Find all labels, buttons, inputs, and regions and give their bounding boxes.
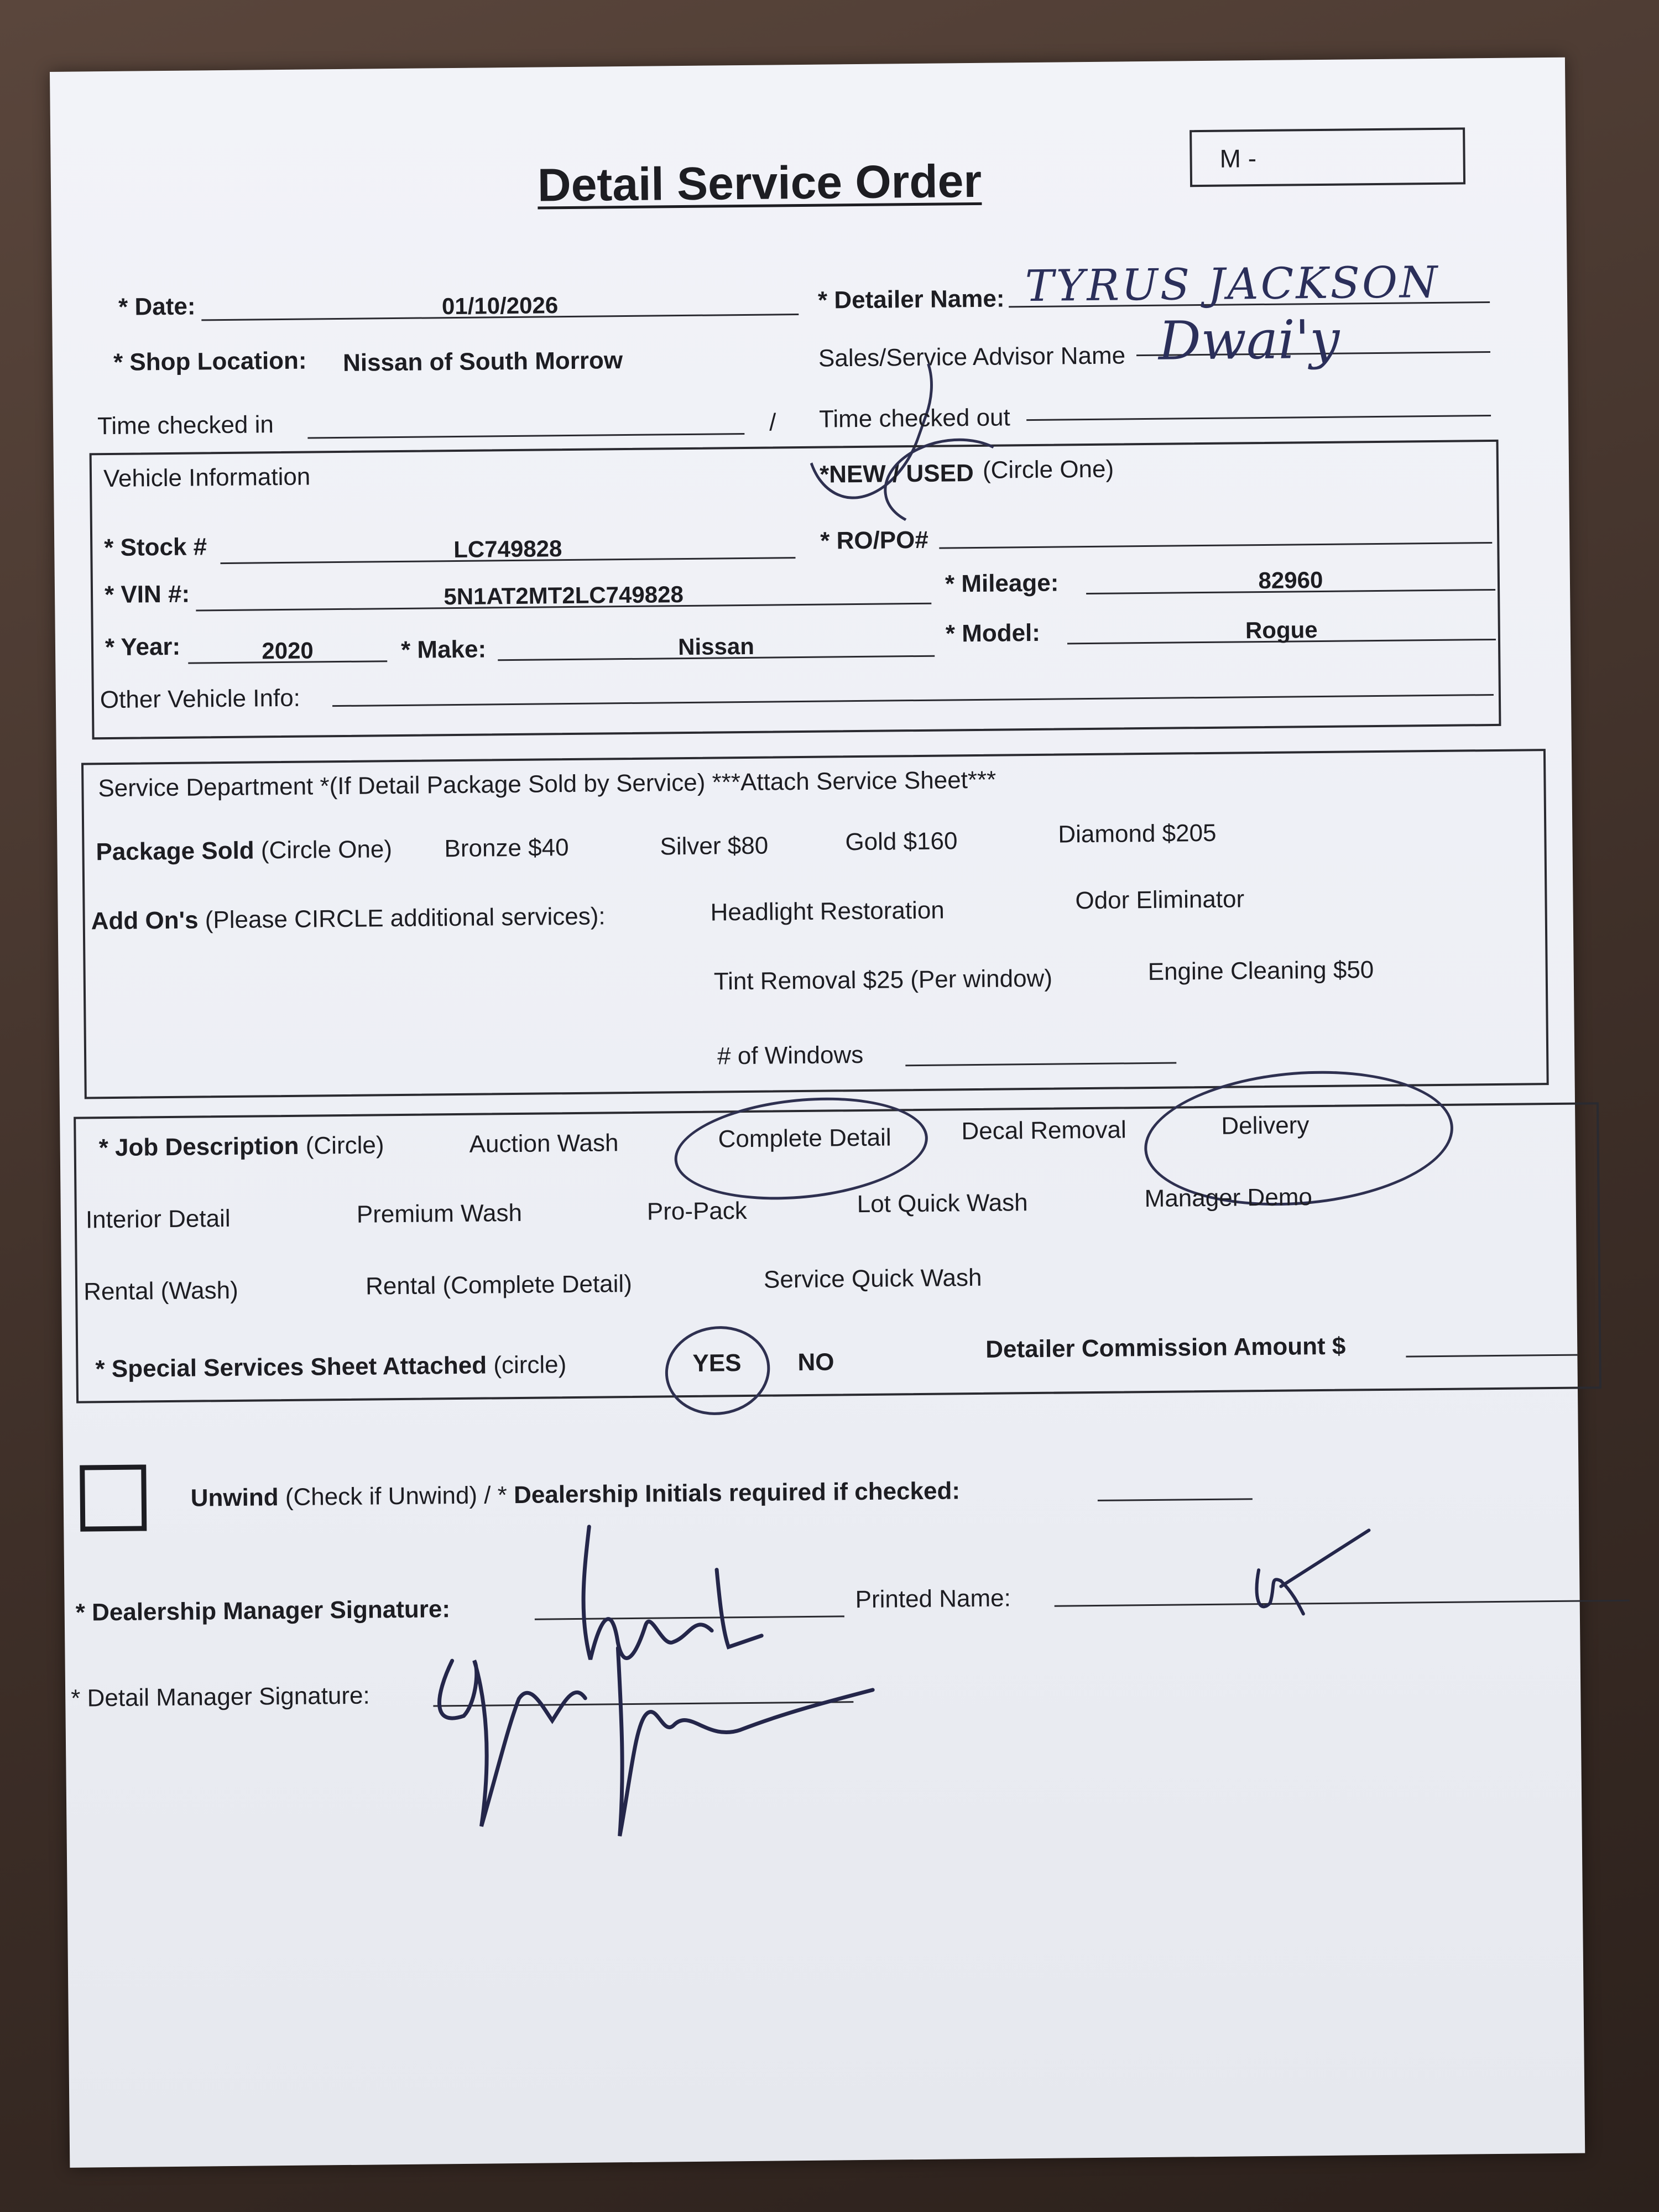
package-silver[interactable]: Silver $80 — [660, 832, 769, 860]
job-lot-quick-wash[interactable]: Lot Quick Wash — [857, 1189, 1028, 1218]
detail-manager-signature-label: * Detail Manager Signature: — [71, 1682, 370, 1712]
special-services-no[interactable]: NO — [797, 1348, 834, 1376]
m-number-box[interactable] — [1190, 127, 1465, 187]
job-rental-wash[interactable]: Rental (Wash) — [83, 1276, 238, 1306]
time-checked-in-line[interactable] — [307, 433, 744, 439]
package-diamond[interactable]: Diamond $205 — [1058, 819, 1217, 848]
commission-label: Detailer Commission Amount $ — [985, 1332, 1346, 1363]
job-description-note: (Circle) — [305, 1131, 384, 1160]
vehicle-info-label: Vehicle Information — [103, 463, 311, 493]
make-label: * Make: — [400, 635, 487, 664]
stock-label: * Stock # — [104, 533, 207, 562]
printed-name-initials-ink — [1236, 1519, 1381, 1631]
date-label: * Date: — [118, 293, 196, 321]
service-order-sheet — [50, 58, 1585, 2168]
vin-label: * VIN #: — [104, 580, 190, 609]
job-manager-demo[interactable]: Manager Demo — [1144, 1183, 1313, 1213]
job-pro-pack[interactable]: Pro-Pack — [646, 1197, 748, 1225]
year-label: * Year: — [105, 633, 181, 661]
time-checked-out-line[interactable] — [1026, 415, 1491, 421]
windows-count-label: # of Windows — [717, 1041, 864, 1070]
package-gold[interactable]: Gold $160 — [845, 827, 958, 856]
package-bronze[interactable]: Bronze $40 — [444, 834, 569, 863]
job-rental-complete-detail[interactable]: Rental (Complete Detail) — [365, 1270, 633, 1300]
job-description-row-label — [98, 1133, 384, 1160]
job-service-quick-wash[interactable]: Service Quick Wash — [763, 1264, 982, 1293]
job-interior-detail[interactable]: Interior Detail — [85, 1204, 231, 1234]
addon-engine-cleaning[interactable]: Engine Cleaning $50 — [1147, 956, 1374, 986]
unwind-label: Unwind — [190, 1484, 279, 1512]
vin-value[interactable]: 5N1AT2MT2LC749828 — [444, 581, 684, 610]
m-number-label: M - — [1219, 144, 1257, 173]
circle-one-note: (Circle One) — [982, 455, 1114, 484]
service-department-header: Service Department *(If Detail Package Sold by Service) ***Attach Service Sheet*** — [98, 766, 997, 802]
time-checked-in-label: Time checked in — [97, 411, 274, 440]
add-ons-label: Add On's — [91, 906, 199, 935]
dealership-initials-line[interactable] — [1098, 1498, 1253, 1501]
job-auction-wash[interactable]: Auction Wash — [469, 1129, 619, 1158]
shop-location-value: Nissan of South Morrow — [342, 347, 623, 377]
advisor-name-label: Sales/Service Advisor Name — [818, 342, 1126, 372]
addon-headlight-restoration[interactable]: Headlight Restoration — [710, 896, 945, 926]
mileage-value[interactable]: 82960 — [1258, 566, 1323, 594]
add-ons-row — [91, 904, 606, 933]
detailer-name-label: * Detailer Name: — [817, 285, 1005, 314]
job-complete-detail[interactable]: Complete Detail — [718, 1124, 891, 1153]
time-checked-out-label: Time checked out — [818, 404, 1010, 433]
date-value[interactable]: 01/10/2026 — [441, 292, 559, 320]
model-label: * Model: — [945, 619, 1041, 648]
other-vehicle-info-label: Other Vehicle Info: — [100, 684, 301, 714]
form-title: Detail Service Order — [537, 154, 982, 211]
special-services-row-label — [95, 1353, 566, 1381]
special-services-note: (circle) — [493, 1351, 567, 1379]
package-sold-row — [96, 837, 392, 864]
job-decal-removal[interactable]: Decal Removal — [961, 1116, 1127, 1145]
year-value[interactable]: 2020 — [262, 637, 314, 664]
addon-tint-removal[interactable]: Tint Removal $25 (Per window) — [713, 964, 1053, 995]
package-sold-label: Package Sold — [96, 837, 254, 866]
printed-name-label: Printed Name: — [855, 1584, 1011, 1614]
unwind-note: (Check if Unwind) / * — [285, 1481, 508, 1511]
advisor-name-handwritten[interactable]: Dwai'y — [1158, 308, 1340, 372]
ro-po-label: * RO/PO# — [820, 526, 929, 555]
dealership-initials-label: Dealership Initials required if checked: — [513, 1477, 961, 1509]
shop-location-label: * Shop Location: — [113, 347, 307, 376]
mileage-label: * Mileage: — [945, 569, 1059, 598]
dealership-manager-signature-label: * Dealership Manager Signature: — [75, 1595, 451, 1626]
add-ons-note: (Please CIRCLE additional services): — [205, 902, 606, 934]
unwind-checkbox[interactable] — [80, 1464, 147, 1531]
job-description-label: * Job Description — [98, 1132, 299, 1162]
time-separator: / — [769, 409, 776, 436]
job-premium-wash[interactable]: Premium Wash — [356, 1199, 523, 1228]
detailer-name-handwritten[interactable]: TYRUS JACKSON — [1025, 257, 1440, 312]
make-value[interactable]: Nissan — [677, 633, 755, 660]
special-services-label: * Special Services Sheet Attached — [95, 1352, 487, 1383]
special-services-yes[interactable]: YES — [692, 1349, 742, 1377]
addon-odor-eliminator[interactable]: Odor Eliminator — [1075, 885, 1245, 915]
package-sold-note: (Circle One) — [260, 836, 393, 864]
new-used-label[interactable]: *NEW / USED — [819, 459, 974, 488]
model-value[interactable]: Rogue — [1245, 617, 1318, 644]
job-delivery[interactable]: Delivery — [1221, 1112, 1310, 1140]
detail-manager-signature-ink — [419, 1615, 642, 1849]
stock-value[interactable]: LC749828 — [453, 535, 562, 563]
